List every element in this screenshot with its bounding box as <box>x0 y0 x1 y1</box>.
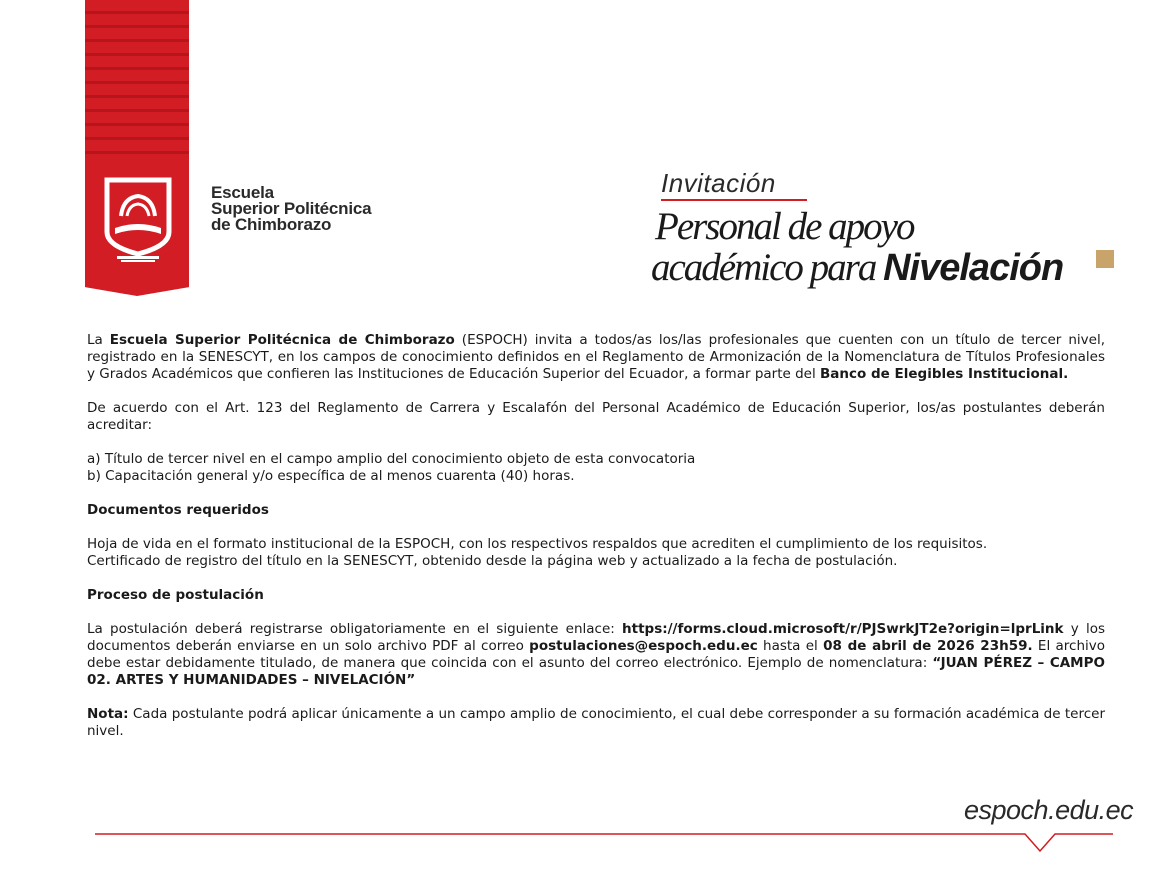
intro-text-c: (ESPOCH) invita a todos/as los/las profesionales que cuenten con un título de tercer nivel, registrado en la SENESCYT, en los campos de conocimiento definidos en el Reglamento de Armonización de la Nomenclatura de Títulos Profesionales y Grados Académicos que confieren las Instituciones de Educación Superior del Ecuador, a formar parte del <box>87 332 1105 382</box>
process-text-d: El archivo debe estar debidamente titulado, de manera que coincida con el asunto del correo electrónico. Ejemplo de nomenclatura: <box>87 638 1105 671</box>
process-paragraph <box>87 621 1105 689</box>
title-line2-bold: Nivelación <box>883 247 1064 289</box>
process-text-c: hasta el <box>757 638 824 654</box>
docs-heading: Documentos requeridos <box>87 502 269 518</box>
brand-banner <box>85 0 189 296</box>
intro-text-a: La <box>87 332 110 348</box>
naming-example: “JUAN PÉREZ – CAMPO 02. ARTES Y HUMANIDADES – NIVELACIÓN” <box>87 655 1105 688</box>
note-label: Nota: <box>87 706 129 722</box>
kicker-underline <box>661 199 807 201</box>
intro-paragraph <box>87 332 1105 383</box>
gold-accent-square <box>1096 250 1114 268</box>
school-name <box>211 185 371 233</box>
institution-name: Escuela Superior Politécnica de Chimborazo <box>109 332 455 348</box>
requirement-a: a) Título de tercer nivel en el campo amplio del conocimiento objeto de esta convocatoria <box>87 451 696 467</box>
note-text: Cada postulante podrá aplicar únicamente a un campo amplio de conocimiento, el cual debe corresponder a su formación académica de tercer nivel. <box>87 706 1105 739</box>
footer-divider <box>95 832 1113 854</box>
school-name-line1: Escuela <box>211 183 274 202</box>
school-name-line2: Superior Politécnica <box>211 199 372 218</box>
school-name-line3: de Chimborazo <box>211 215 332 234</box>
website-link[interactable]: espoch.edu.ec <box>964 795 1134 825</box>
note-paragraph <box>87 706 1105 740</box>
process-text-b: y los documentos deberán enviarse en un solo archivo PDF al correo <box>87 621 1105 654</box>
deadline-date: 08 de abril de 2026 23h59. <box>823 638 1033 654</box>
title-line1: Personal de apoyo <box>655 205 914 248</box>
process-text-a: La postulación deberá registrarse obligatoriamente en el siguiente enlace: <box>87 621 623 637</box>
doc-item-senescyt: Certificado de registro del título en la SENESCYT, obtenido desde la página web y actualizado a la fecha de postulación. <box>87 553 898 569</box>
application-link[interactable]: https://forms.cloud.microsoft/r/PJSwrkJT2e?origin=lprLink <box>622 621 1064 637</box>
invitation-body <box>87 332 1105 740</box>
title-line2-plain: académico para <box>651 246 884 289</box>
espoch-crest-icon <box>103 176 173 262</box>
banco-elegibles: Banco de Elegibles Institucional. <box>820 366 1069 382</box>
application-email[interactable]: postulaciones@espoch.edu.ec <box>529 638 758 654</box>
requirement-b: b) Capacitación general y/o específica de al menos cuarenta (40) horas. <box>87 468 575 484</box>
kicker-invitacion: Invitación <box>661 168 776 198</box>
process-heading: Proceso de postulación <box>87 587 264 603</box>
banner-stripes <box>85 0 189 160</box>
doc-item-cv: Hoja de vida en el formato institucional de la ESPOCH, con los respectivos respaldos que acrediten el cumplimiento de los requisitos. <box>87 536 988 552</box>
title-line2 <box>651 248 1063 288</box>
requirements-intro: De acuerdo con el Art. 123 del Reglamento de Carrera y Escalafón del Personal Académico de Educación Superior, los/as postulantes deberán acreditar: <box>87 400 1105 433</box>
